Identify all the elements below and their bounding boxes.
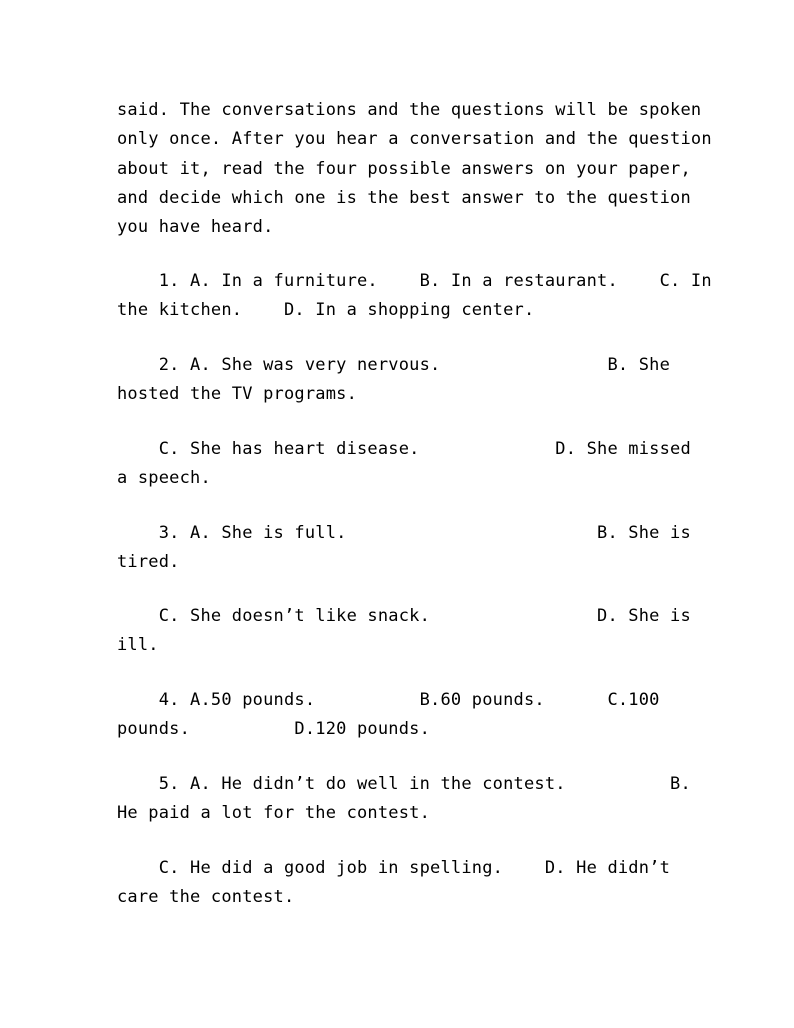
question-3-line-1: 3. A. She is full. B. She is [117, 523, 691, 543]
question-3-line-3: C. She doesn’t like snack. D. She is [117, 606, 691, 626]
question-2-line-1: 2. A. She was very nervous. B. She [117, 355, 671, 375]
intro-line: said. The conversations and the questions will be spoken [117, 100, 702, 120]
question-2-line-3: C. She has heart disease. D. She missed [117, 439, 691, 459]
question-3-line-2: tired. [117, 552, 180, 572]
intro-line: you have heard. [117, 217, 274, 237]
question-2-line-2: hosted the TV programs. [117, 384, 358, 404]
intro-line: only once. After you hear a conversation and the question [117, 129, 712, 149]
question-5-line-1: 5. A. He didn’t do well in the contest. B. [117, 774, 691, 794]
question-2-line-4: a speech. [117, 468, 211, 488]
question-4-line-1: 4. A.50 pounds. B.60 pounds. C.100 [117, 690, 660, 710]
question-5-line-4: care the contest. [117, 887, 295, 907]
question-1-line-2: the kitchen. D. In a shopping center. [117, 300, 535, 320]
question-4-line-2: pounds. D.120 pounds. [117, 719, 431, 739]
question-5-line-3: C. He did a good job in spelling. D. He didn’t [117, 858, 671, 878]
question-3-line-4: ill. [117, 635, 159, 655]
question-5-line-2: He paid a lot for the contest. [117, 803, 431, 823]
intro-line: about it, read the four possible answers on your paper, [117, 159, 691, 179]
question-1-line-1: 1. A. In a furniture. B. In a restaurant. C. In [117, 271, 712, 291]
intro-line: and decide which one is the best answer to the question [117, 188, 691, 208]
